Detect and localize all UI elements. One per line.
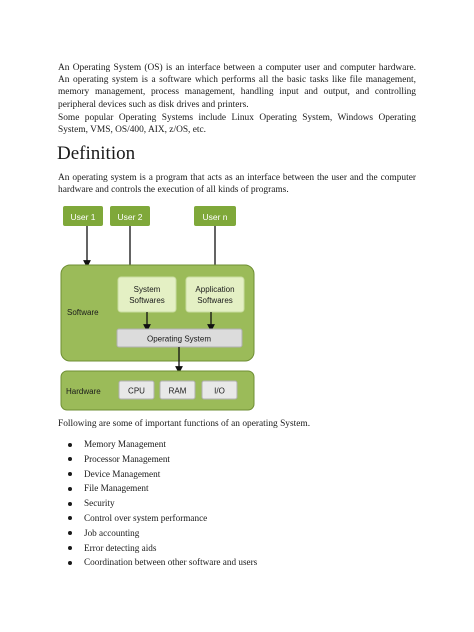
bullet-icon [68, 546, 72, 550]
bullet-icon [68, 443, 72, 447]
software-label: Software [67, 308, 99, 317]
user-n-label: User n [202, 212, 228, 222]
intro-paragraph-2: Some popular Operating Systems include Linux Operating System, Windows Operating System, VMS, OS/400, AIX, z/OS, etc. [58, 113, 416, 136]
definition-paragraph: An operating system is a program that acts as an interface between the user and the computer hardware and controls the execution of all kinds of programs. [58, 173, 416, 196]
list-item: Device Management [68, 467, 257, 482]
functions-intro: Following are some of important functions of an operating System. [58, 419, 311, 429]
bullet-icon [68, 531, 72, 535]
bullet-icon [68, 472, 72, 476]
system-softwares-label-line2: Softwares [129, 296, 165, 305]
application-softwares-box [186, 277, 244, 312]
list-item: Memory Management [68, 437, 257, 452]
system-softwares-label-line1: System [133, 285, 161, 294]
bullet-icon [68, 457, 72, 461]
io-label: I/O [214, 386, 225, 396]
bullet-icon [68, 516, 72, 520]
user-1-label: User 1 [70, 212, 96, 222]
operating-system-label: Operating System [146, 334, 212, 344]
list-item: File Management [68, 481, 257, 496]
definition-heading: Definition [57, 143, 136, 164]
list-item: Processor Management [68, 452, 257, 467]
application-softwares-label-line1: Application [195, 285, 235, 294]
functions-list [68, 437, 257, 570]
list-item: Error detecting aids [68, 541, 257, 556]
ram-label: RAM [168, 386, 187, 396]
system-softwares-box [118, 277, 176, 312]
os-architecture-diagram [54, 203, 260, 413]
hardware-label: Hardware [66, 387, 101, 396]
bullet-icon [68, 487, 72, 491]
user-2-label: User 2 [117, 212, 143, 222]
application-softwares-label-line2: Softwares [197, 296, 233, 305]
list-item: Coordination between other software and users [68, 555, 257, 570]
bullet-icon [68, 502, 72, 506]
bullet-icon [68, 561, 72, 565]
intro-paragraph-1: An Operating System (OS) is an interface between a computer user and computer hardware. An operating system is a software which performs all the basic tasks like file management, memory management, process management, handling input and output, and controlling peripheral devices such as disk drives and printers. [58, 63, 416, 110]
list-item: Job accounting [68, 526, 257, 541]
cpu-label: CPU [128, 386, 145, 396]
list-item: Control over system performance [68, 511, 257, 526]
list-item: Security [68, 496, 257, 511]
